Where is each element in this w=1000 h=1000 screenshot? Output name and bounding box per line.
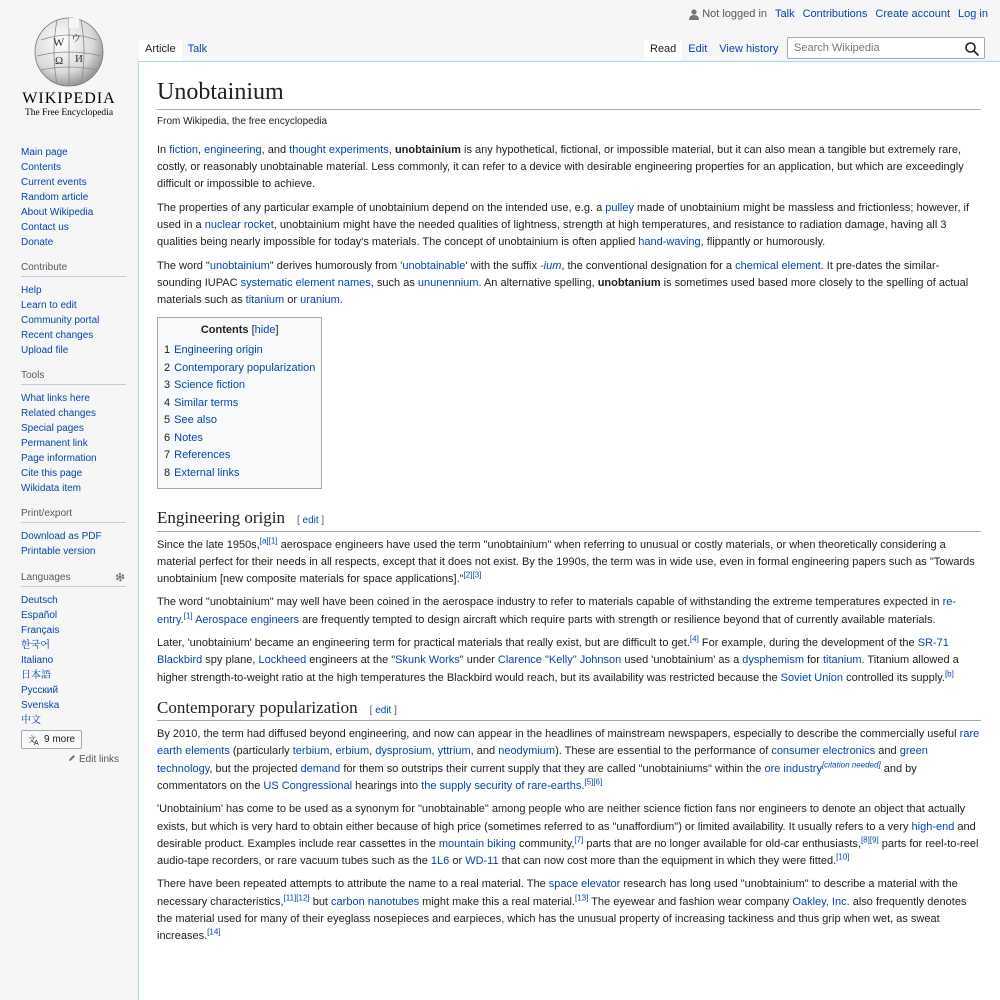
text-run: The properties of any particular example of unobtainium depend on the intended use, e.g. a <box>157 201 606 214</box>
text-run: Later, 'unobtainium' became an engineering term for practical materials that really exist, but are difficult to get. <box>157 637 690 650</box>
toc-title-label: Contents <box>200 324 249 337</box>
toc-link-engineering-origin[interactable]: Engineering origin <box>174 344 263 357</box>
text-run: used 'unobtainium' as a <box>621 654 743 667</box>
logo-tagline: The Free Encyclopedia <box>24 108 114 118</box>
create-account-link[interactable]: Create account <box>875 8 951 20</box>
language-link[interactable]: Français <box>21 625 60 636</box>
text-run: might make this a real material. <box>419 895 576 908</box>
text-run: parts that are no longer available for old-car enthusiasts, <box>583 837 861 850</box>
text-run: parts for reel-to-reel audio-tape recorders, or rare vacuum tubes such as the <box>157 837 979 868</box>
toc-number: 1 <box>164 344 171 357</box>
language-link[interactable]: 中文 <box>21 715 41 726</box>
language-link[interactable]: Русский <box>21 685 59 696</box>
article-link[interactable]: thought experiments <box>289 143 389 156</box>
text-run: , <box>197 143 205 156</box>
citation-ref <box>184 611 193 620</box>
citation-ref <box>584 777 593 786</box>
sidebar-item-contact-us[interactable]: Contact us <box>21 222 69 233</box>
citation-ref <box>593 777 602 786</box>
article-link[interactable]: titanium <box>245 294 285 307</box>
toc-number: 7 <box>164 449 171 462</box>
contributions-link[interactable]: Contributions <box>802 8 868 20</box>
article-link[interactable]: fiction <box>169 143 198 156</box>
sidebar-languages <box>21 571 131 765</box>
site-tagline: From Wikipedia, the free encyclopedia <box>157 115 328 127</box>
paragraph <box>157 635 981 687</box>
citation-link[interactable]: [12] <box>296 893 310 903</box>
search-button[interactable] <box>964 41 980 57</box>
citation-ref <box>296 893 309 902</box>
text-run: , and <box>261 143 290 156</box>
sidebar-item-learn-to-edit[interactable]: Learn to edit <box>21 300 77 311</box>
citation-ref <box>690 634 699 643</box>
toc-entry[interactable] <box>164 447 315 465</box>
language-items <box>21 593 131 728</box>
citation-link[interactable]: [11] <box>283 893 297 903</box>
text-run: , <box>369 745 376 758</box>
article-link[interactable]: systematic element names <box>240 276 371 289</box>
svg-text:ウ: ウ <box>71 34 81 45</box>
toc-bracket: [ <box>248 324 255 337</box>
edit-links-link[interactable] <box>21 754 119 765</box>
toc-link-similar-terms[interactable]: Similar terms <box>174 396 239 409</box>
sidebar-item-about-wikipedia[interactable]: About Wikipedia <box>21 207 94 218</box>
log-in-link[interactable]: Log in <box>958 8 988 20</box>
citation-link[interactable]: [14] <box>207 927 221 937</box>
article-link[interactable]: 1L6 <box>430 855 450 868</box>
article-link[interactable]: Aerospace engineers <box>195 613 300 626</box>
article-link[interactable]: ununennium <box>417 276 479 289</box>
article-body <box>157 142 981 946</box>
paragraph <box>157 142 981 194</box>
citation-ref <box>575 893 588 902</box>
citation-link[interactable]: [3] <box>472 570 482 580</box>
sidebar-item-special-pages[interactable]: Special pages <box>21 423 84 434</box>
article-link[interactable]: Lockheed <box>258 654 307 667</box>
svg-text:Ω: Ω <box>55 55 64 67</box>
text-run: ' with the suffix <box>465 259 540 272</box>
article-link[interactable]: uranium <box>300 294 340 307</box>
svg-text:A: A <box>34 740 39 745</box>
section-edit-link[interactable]: edit <box>375 704 392 716</box>
sidebar-item-main-page[interactable]: Main page <box>21 147 68 158</box>
article-link[interactable]: ore industry <box>764 762 822 775</box>
paragraph <box>157 258 981 310</box>
article-link[interactable]: chemical element <box>735 259 821 272</box>
text-run: . Titanium allowed a higher strength-to-weight ratio at the high temperatures the Blackbird would reach, but its availability was restricted because the <box>157 654 959 684</box>
article-link[interactable]: high-end <box>911 820 955 833</box>
text-run: research has long used "unobtainium" to describe a material with the necessary characteristics, <box>157 878 958 908</box>
article-link[interactable]: unobtainium <box>209 259 270 272</box>
citation-ref <box>861 835 870 844</box>
text-run: There have been repeated attempts to attribute the name to a real material. The <box>157 878 549 891</box>
languages-heading <box>21 571 126 587</box>
sidebar-item-what-links-here[interactable]: What links here <box>21 393 90 404</box>
section-edit: [ edit ] <box>296 515 325 527</box>
toc-entry[interactable] <box>164 377 315 395</box>
text-run: or <box>449 855 466 868</box>
article-link[interactable]: space elevator <box>548 878 621 891</box>
language-link[interactable]: Español <box>21 610 58 621</box>
text-run: is sometimes used based more closely to the spelling of actual materials such as <box>157 276 969 307</box>
contribute-heading-label: Contribute <box>21 262 68 273</box>
logo-wordmark: WIKIPEDIA <box>22 90 116 107</box>
text-run: The word "unobtainium" may well have been coined in the aerospace industry to refer to materials capable of withstanding the extreme temperatures expected in <box>157 596 943 609</box>
sidebar-item-download-as-pdf[interactable]: Download as PDF <box>21 531 102 542</box>
user-icon <box>689 9 699 20</box>
text-run: , such as <box>370 276 418 289</box>
tools-items <box>21 391 131 496</box>
tab-view-history[interactable]: View history <box>713 40 784 63</box>
toc-entry[interactable] <box>164 395 315 413</box>
print-items <box>21 529 131 559</box>
text-run: Since the late 1950s, <box>157 538 260 551</box>
toc-entry[interactable] <box>164 465 315 483</box>
gear-icon[interactable] <box>114 571 126 583</box>
citation-ref <box>284 893 297 902</box>
citation-needed <box>822 760 881 769</box>
sidebar <box>21 145 131 777</box>
contribute-items <box>21 283 131 358</box>
svg-text:W: W <box>53 35 65 49</box>
article-link[interactable]: terbium <box>292 745 330 758</box>
contribute-heading <box>21 262 126 277</box>
language-link[interactable]: Deutsch <box>21 595 58 606</box>
article-link[interactable]: Soviet Union <box>780 671 844 684</box>
language-link[interactable]: Svenska <box>21 700 60 711</box>
page-title: Unobtainium <box>157 78 981 110</box>
text-run: 'Unobtainium' has come to be used as a synonym for "unobtainable" among people who are neither science fiction fans nor engineers to denote an object that actually exists, but which is very hard to obtain either because of high price (sometimes referred to as "unaffordium") or limited availability. It usually refers to a very <box>157 803 966 833</box>
toc-entry[interactable] <box>164 360 315 378</box>
text-run: and by commentators on the <box>157 762 917 792</box>
search-input[interactable] <box>788 38 970 58</box>
section-edit: [ edit ] <box>369 704 397 716</box>
text-run: (particularly <box>229 745 293 758</box>
article-link[interactable]: carbon nanotubes <box>331 895 420 908</box>
sidebar-item-community-portal[interactable]: Community portal <box>21 315 100 326</box>
citation-link[interactable]: [10] <box>836 852 850 862</box>
text-run: . An alternative spelling, <box>478 276 598 289</box>
bold-term: unobtanium <box>597 276 661 289</box>
toc-entry[interactable] <box>164 342 315 360</box>
language-link[interactable]: Italiano <box>21 655 54 666</box>
article-link[interactable]: titanium <box>822 654 862 667</box>
sidebar-item-permanent-link[interactable]: Permanent link <box>21 438 88 449</box>
citation-ref <box>472 571 481 580</box>
text-run: hearings into <box>352 779 422 792</box>
paragraph <box>157 801 981 870</box>
sidebar-item-printable-version[interactable]: Printable version <box>21 546 96 557</box>
languages-heading-label: Languages <box>21 571 71 583</box>
text-run: , but the projected <box>209 762 301 775</box>
text-run: , <box>329 745 336 758</box>
paragraph <box>157 200 981 252</box>
toc-link-science-fiction[interactable]: Science fiction <box>174 379 246 392</box>
bold-term: unobtainium <box>394 143 461 156</box>
text-run: engineers at the " <box>306 654 396 667</box>
toc-number: 3 <box>164 379 171 392</box>
tab-article[interactable]: Article <box>139 40 182 63</box>
article-link[interactable]: dysprosium <box>375 745 432 758</box>
article-content <box>138 61 1000 1000</box>
toc-number: 5 <box>164 414 171 427</box>
article-link[interactable]: Clarence "Kelly" Johnson <box>497 654 622 667</box>
print-heading-label: Print/export <box>21 508 73 519</box>
text-run: for them so outstrips their current supply that they are called "unobtainiums" within the <box>340 762 765 775</box>
text-run: . <box>581 779 585 792</box>
more-languages-button[interactable] <box>21 730 82 749</box>
paragraph <box>157 726 981 795</box>
text-run: ). These are essential to the performance of <box>555 745 772 758</box>
article-link[interactable]: erbium <box>335 745 370 758</box>
article-link[interactable]: US Congressional <box>263 779 353 792</box>
section-heading-engineering-origin <box>157 507 981 531</box>
text-run: By 2010, the term had diffused beyond engineering, and now can appear in the headlines of mainstream newspapers, especially to describe the commercially useful <box>157 728 960 741</box>
text-run: " derives humorously from ' <box>269 259 403 272</box>
article-link[interactable]: Oakley, Inc. <box>792 895 850 908</box>
citation-link[interactable]: [a] <box>259 535 269 545</box>
tools-heading-label: Tools <box>21 370 45 381</box>
article-link[interactable]: nuclear rocket <box>204 218 274 231</box>
citation-link[interactable]: [8] <box>860 835 870 845</box>
section-edit-link[interactable]: edit <box>302 515 319 527</box>
citation-ref <box>836 852 849 861</box>
article-link[interactable]: yttrium <box>437 745 471 758</box>
text-run: The word " <box>157 259 210 272</box>
article-link[interactable]: pulley <box>605 201 634 214</box>
sidebar-print-export <box>21 508 131 559</box>
toc-link-contemporary-popularization[interactable]: Contemporary popularization <box>174 361 316 374</box>
citation-ref <box>207 928 220 937</box>
search-icon <box>964 41 980 57</box>
print-heading <box>21 508 126 523</box>
namespace-tabs <box>139 40 213 62</box>
citation-link[interactable]: [6] <box>593 777 603 787</box>
text-run: and <box>875 745 900 758</box>
text-run: that can now cost more than the equipment in which they were fitted. <box>498 855 837 868</box>
toc-entry[interactable] <box>164 430 315 448</box>
tab-edit[interactable]: Edit <box>682 40 713 63</box>
svg-text:文: 文 <box>28 735 36 744</box>
toc-number: 8 <box>164 466 171 479</box>
wikipedia-logo[interactable] <box>14 10 124 125</box>
citation-link[interactable]: [1] <box>268 535 278 545</box>
not-logged-in <box>689 8 767 20</box>
text-run: In <box>157 143 170 156</box>
sidebar-item-help[interactable]: Help <box>21 285 42 296</box>
text-run: For example, during the development of the <box>698 637 918 650</box>
citation-ref <box>945 669 954 678</box>
toc-number: 2 <box>164 361 171 374</box>
citation-link[interactable]: [5] <box>584 777 594 787</box>
sidebar-tools <box>21 370 131 496</box>
language-icon <box>28 734 40 745</box>
citation-ref <box>269 536 278 545</box>
article-link[interactable]: WD-11 <box>465 855 499 868</box>
section-heading-contemporary-popularization <box>157 697 981 721</box>
sidebar-navigation <box>21 145 131 250</box>
tools-heading <box>21 370 126 385</box>
edit-links-label: Edit links <box>78 754 119 765</box>
citation-ref <box>870 835 879 844</box>
language-link[interactable]: 日本語 <box>21 670 51 681</box>
language-link[interactable]: 한국어 <box>21 640 50 651</box>
citation-link[interactable]: [4] <box>689 634 699 644</box>
article-link[interactable]: SR-71 Blackbird <box>157 637 949 667</box>
text-run: , and <box>470 745 499 758</box>
sidebar-item-current-events[interactable]: Current events <box>21 177 87 188</box>
article-link[interactable]: engineering <box>204 143 262 156</box>
sidebar-item-donate[interactable]: Donate <box>21 237 54 248</box>
sidebar-item-contents[interactable]: Contents <box>21 162 62 173</box>
puzzle-globe-icon <box>27 12 111 88</box>
sidebar-item-upload-file[interactable]: Upload file <box>21 345 69 356</box>
paragraph <box>157 594 981 629</box>
article-link[interactable]: demand <box>300 762 341 775</box>
toc-entry[interactable] <box>164 412 315 430</box>
text-run: is any hypothetical, fictional, or impossible material, but it can also mean a tangible but extremely rare, costly, or reasonably unobtainable material. Less commonly, it can refer to a device with desirable engineering properties for an application, but which are exceedingly difficult or impossible to achieve. <box>157 143 964 191</box>
section-title: Contemporary popularization <box>157 697 358 717</box>
article-link[interactable]: Skunk Works <box>395 654 460 667</box>
tab-read[interactable]: Read <box>644 40 682 63</box>
article-link[interactable]: consumer electronics <box>771 745 876 758</box>
article-link[interactable]: unobtainable <box>402 259 466 272</box>
toc-link-see-also[interactable]: See also <box>174 414 217 427</box>
citation-link[interactable]: [2] <box>463 570 473 580</box>
citation-link[interactable]: [9] <box>869 835 879 845</box>
text-run: but <box>309 895 332 908</box>
text-run: . <box>180 613 184 626</box>
article-link[interactable]: the supply security of rare-earths <box>421 779 582 792</box>
text-run: community, <box>515 837 575 850</box>
toc-hide-button[interactable]: hide <box>254 324 276 337</box>
toc-link-references[interactable]: References <box>174 449 231 462</box>
text-run: . It pre-dates the similar-sounding IUPAC <box>157 259 940 289</box>
text-run: and desirable product. Examples include rear cassettes in the <box>157 820 976 850</box>
sidebar-item-cite-this-page[interactable]: Cite this page <box>21 468 83 479</box>
table-of-contents <box>157 317 322 489</box>
citation-link[interactable]: [1] <box>183 611 193 621</box>
toc-number: 4 <box>164 396 171 409</box>
section-title: Engineering origin <box>157 508 285 528</box>
sidebar-item-wikidata-item[interactable]: Wikidata item <box>21 483 82 494</box>
text-run: are frequently tempted to design aircraft which require parts with strength or resilience beyond that of currently available materials. <box>299 613 936 626</box>
text-run: or <box>284 294 301 307</box>
toc-link-external-links[interactable]: External links <box>174 466 240 479</box>
text-run: controlled its supply. <box>843 671 945 684</box>
article-link[interactable]: rare earth elements <box>157 728 980 758</box>
talk-link[interactable]: Talk <box>775 8 795 20</box>
citation-ref <box>260 536 269 545</box>
text-run: for <box>804 654 823 667</box>
sidebar-item-related-changes[interactable]: Related changes <box>21 408 97 419</box>
pencil-icon <box>68 754 76 762</box>
tab-talk[interactable]: Talk <box>182 40 214 63</box>
citation-link[interactable]: [13] <box>575 893 589 903</box>
article-link[interactable]: -ium <box>540 259 562 272</box>
text-run: , <box>431 745 438 758</box>
toc-title <box>164 324 315 336</box>
text-run: also frequently denotes the material used for many of their eyeglass nosepieces and earpieces, which has the unusual property of increasing tackiness and thus grip when wet, as sweat increases. <box>157 895 967 943</box>
text-run: " under <box>459 654 498 667</box>
citation-ref <box>574 835 583 844</box>
search-box <box>787 37 985 59</box>
citation-link[interactable]: [b] <box>944 668 954 678</box>
more-languages-label: 9 more <box>44 734 76 745</box>
citation-link[interactable]: [7] <box>574 835 584 845</box>
sidebar-item-random-article[interactable]: Random article <box>21 192 89 203</box>
text-run: aerospace engineers have used the term "unobtainium" when referring to unusual or costly materials, or when theoretically considering a material perfect for their needs in all respects, except that it does not exist. By the 1990s, the term was in wide use, even in formal engineering papers such as "Towards unobtainium [new composite materials for space applications]." <box>157 538 975 586</box>
toc-bracket: ] <box>275 324 279 337</box>
article-link[interactable]: hand-waving <box>638 236 701 249</box>
article-link[interactable]: dysphemism <box>742 654 805 667</box>
svg-text:И: И <box>75 53 83 65</box>
sidebar-item-page-information[interactable]: Page information <box>21 453 97 464</box>
text-run: , flippantly or humorously. <box>700 236 826 249</box>
view-tabs <box>644 40 784 62</box>
text-run: The eyewear and fashion wear company <box>588 895 793 908</box>
text-run: , unobtainium might have the needed qualities of lightness, strength at high temperatures, and resistance to radiation damage, having all 3 qualities being nearly impossible for today's materials. The concept of unobtainium is often applied <box>157 218 947 249</box>
text-run: . <box>339 294 343 307</box>
paragraph <box>157 537 981 589</box>
sidebar-item-recent-changes[interactable]: Recent changes <box>21 330 94 341</box>
article-link[interactable]: mountain biking <box>438 837 516 850</box>
text-run: made of unobtainium might be massless and frictionless; however, if used in a <box>157 201 970 231</box>
paragraph <box>157 876 981 945</box>
text-run: spy plane, <box>202 654 259 667</box>
article-link[interactable]: green technology <box>157 745 928 775</box>
text-run: , <box>388 143 395 156</box>
personal-tools <box>689 8 988 20</box>
sidebar-contribute <box>21 262 131 358</box>
citation-needed-link[interactable]: [citation needed] <box>821 759 881 769</box>
not-logged-in-label: Not logged in <box>702 8 768 20</box>
article-link[interactable]: neodymium <box>498 745 556 758</box>
text-run: , the conventional designation for a <box>561 259 736 272</box>
toc-link-notes[interactable]: Notes <box>174 431 203 444</box>
toc-number: 6 <box>164 431 171 444</box>
article-link[interactable]: re-entry <box>157 596 957 626</box>
